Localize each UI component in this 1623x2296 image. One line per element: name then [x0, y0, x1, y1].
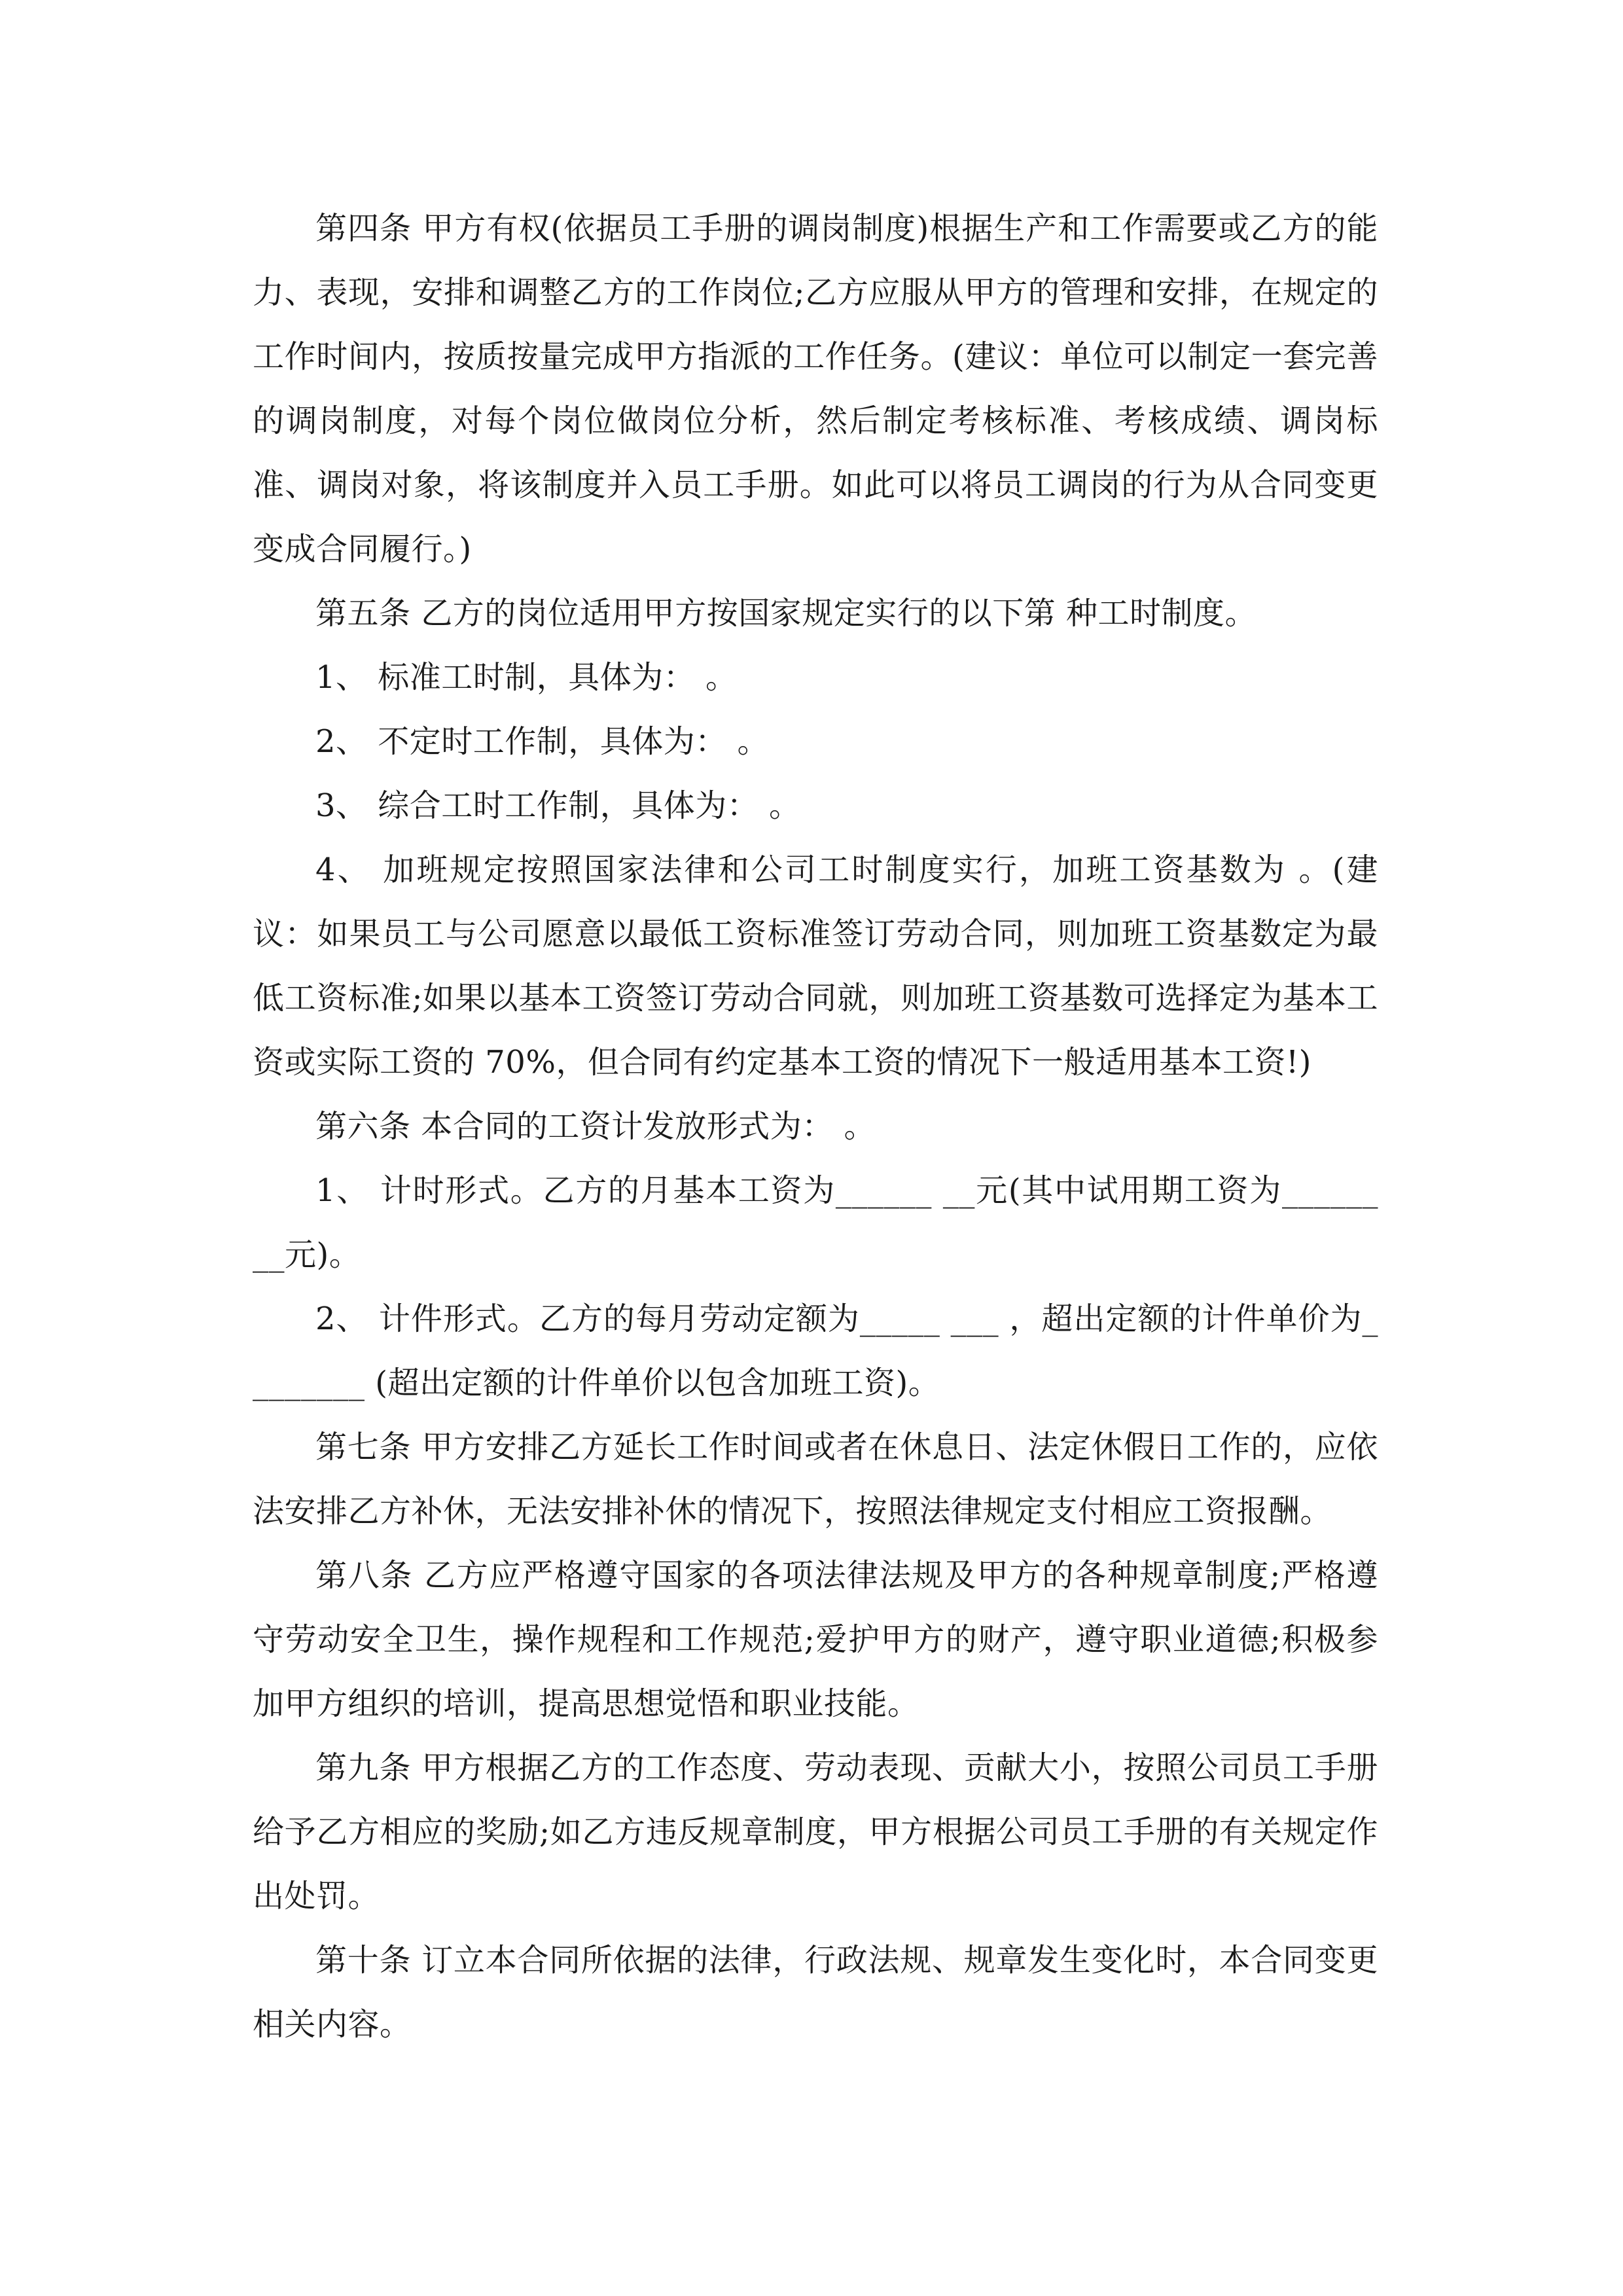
article-9-paragraph: 第九条 甲方根据乙方的工作态度、劳动表现、贡献大小，按照公司员工手册给予乙方相应的奖励;如乙方违反规章制度，甲方根据公司员工手册的有关规定作出处罚。 — [253, 1749, 1378, 1914]
article-6-item-1: 1、 计时形式。乙方的月基本工资为______ __元(其中试用期工资为______ __元)。 — [253, 1172, 1378, 1273]
article-8-paragraph: 第八条 乙方应严格遵守国家的各项法律法规及甲方的各种规章制度;严格遵守劳动安全卫生，操作规程和工作规范;爱护甲方的财产，遵守职业道德;积极参加甲方组织的培训，提高思想觉悟和职业技能。 — [253, 1557, 1378, 1722]
article-5-item-1: 1、 标准工时制，具体为： 。 — [315, 659, 738, 696]
article-6-item-2: 2、 计件形式。乙方的每月劳动定额为_____ ___ ，超出定额的计件单价为________ (超出定额的计件单价以包含加班工资)。 — [253, 1300, 1378, 1401]
article-5-item-2: 2、 不定时工作制，具体为： 。 — [315, 723, 770, 760]
document-body — [253, 196, 1378, 2056]
article-7-paragraph: 第七条 甲方安排乙方延长工作时间或者在休息日、法定休假日工作的，应依法安排乙方补休，无法安排补休的情况下，按照法律规定支付相应工资报酬。 — [253, 1429, 1378, 1530]
article-6-paragraph: 第六条 本合同的工资计发放形式为： 。 — [315, 1108, 876, 1145]
article-5-item-3: 3、 综合工时工作制，具体为： 。 — [315, 787, 801, 824]
article-5-paragraph: 第五条 乙方的岗位适用甲方按国家规定实行的以下第 种工时制度。 — [315, 595, 1257, 632]
article-4-paragraph: 第四条 甲方有权(依据员工手册的调岗制度)根据生产和工作需要或乙方的能力、表现，安排和调整乙方的工作岗位;乙方应服从甲方的管理和安排，在规定的工作时间内，按质按量完成甲方指派的工作任务。(建议：单位可以制定一套完善的调岗制度，对每个岗位做岗位分析，然后制定考核标准、考核成绩、调岗标准、调岗对象，将该制度并入员工手册。如此可以将员工调岗的行为从合同变更变成合同履行。) — [253, 210, 1378, 567]
article-10-paragraph: 第十条 订立本合同所依据的法律，行政法规、规章发生变化时，本合同变更相关内容。 — [253, 1942, 1378, 2043]
article-5-item-4: 4、 加班规定按照国家法律和公司工时制度实行，加班工资基数为 。(建议：如果员工与公司愿意以最低工资标准签订劳动合同，则加班工资基数定为最低工资标准;如果以基本工资签订劳动合同就，则加班工资基数可选择定为基本工资或实际工资的 70%，但合同有约定基本工资的情况下一般适用基本工资!) — [253, 852, 1378, 1081]
